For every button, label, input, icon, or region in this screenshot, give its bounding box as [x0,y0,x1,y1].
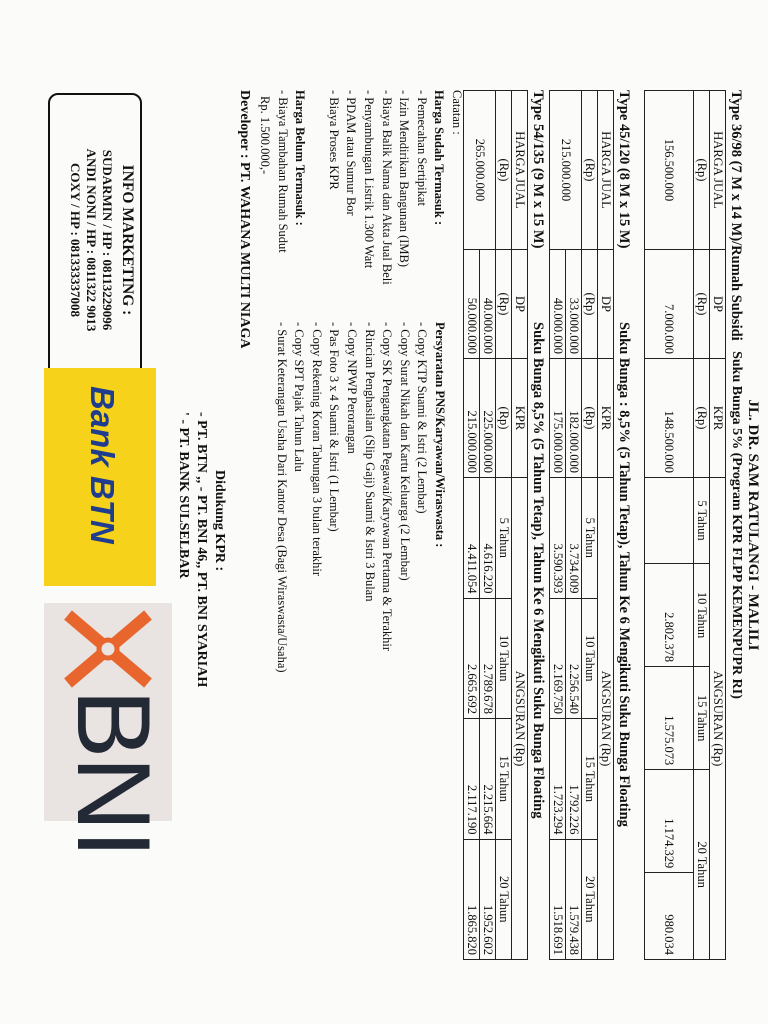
type1-price-table [644,90,726,960]
type3-20th: 1.865.820 [464,839,480,960]
btn-logo [44,368,156,586]
col-10th: 10 Tahun [496,598,512,719]
col-15th: 15 Tahun [496,719,512,840]
col-kpr: KPR [710,359,726,478]
catatan-label: Catatan : [450,90,464,135]
developer: Developer : PT. WAHANA MULTI NIAGA [237,90,253,349]
didukung-line1: - PT. BTN ,, - PT. BNI 46,, PT. BNI SYARIAH [194,412,209,688]
type2-dp: 33.000.000 [566,250,582,359]
belum-item: Rp. 1.500.000,- [258,96,273,175]
marketing-contact: SUDARMIN / HP : 08113229096 [100,149,115,331]
type2-price-table [549,90,614,960]
didukung-title: Didukung KPR : [212,470,227,572]
bni-logo [44,603,172,857]
syarat-item: - Surat Keterangan Usaha Dari Kantor Desa (Bagi Wiraswasta/Usaha) [274,322,289,673]
col-harga: HARGA JUAL [512,91,528,250]
type1-20th: 1.174.329 [645,770,694,873]
termasuk-title: Harga Sudah Termasuk : [432,90,447,226]
col-angsuran: ANGSURAN (Rp) [598,478,614,960]
unit-rp: (Rp) [496,250,512,359]
program-heading: Suku Bunga 5% (Program KPR FLPP KEMENPUPR RI) [729,351,744,699]
type3-bunga: Suku Bunga 8,5% (5 Tahun Tetap), Tahun Ke 6 Mengikuti Suku Bunga Floating [530,322,546,819]
notes-right [272,322,465,782]
col-20th: 20 Tahun [582,839,598,960]
syarat-item: - Copy KTP Suami & Istri (2 Lembar) [415,322,430,514]
address-heading: JL. DR. SAM RATULANGI - MALILI [745,399,761,651]
type1-dp: 7.000.000 [645,250,694,359]
marketing-box [48,93,142,387]
syarat-item: - Pas Foto 3 x 4 Suami & Istri (1 Lembar) [327,322,342,532]
marketing-contact: ANDI NONI / HP : 0811322 9013 [84,148,99,332]
type2-title: Type 45/120 (8 M x 15 M) [616,90,632,249]
unit-rp: (Rp) [496,359,512,478]
col-5th: 5 Tahun [496,478,512,599]
col-dp: DP [710,250,726,359]
col-harga: HARGA JUAL [710,91,726,250]
type3-title: Type 54/135 (9 M x 15 M) [530,90,546,249]
col-5th: 5 Tahun [694,478,710,564]
unit-rp: (Rp) [694,359,710,478]
termasuk-item: - Pemecahan Sertipikat [414,90,429,206]
type2-15th: 1.723.294 [550,719,566,840]
type3-20th: 1.952.602 [480,839,496,960]
termasuk-item: - Biaya Proses KPR [326,90,341,190]
syarat-item: - Copy Rekening Koran Tabungan 3 bulan terakhir [309,322,324,577]
type2-5th: 3.590.393 [550,478,566,599]
type3-15th: 2.215.664 [480,719,496,840]
type1-kpr: 148.500.000 [645,359,694,478]
type2-kpr: 175.000.000 [550,359,566,478]
marketing-title: INFO MARKETING : [119,164,136,316]
col-angsuran: ANGSURAN (Rp) [512,478,528,960]
type2-20th: 1.518.691 [550,839,566,960]
col-15th: 15 Tahun [582,719,598,840]
syarat-title: Persyaratan PNS/Karyawan/Wiraswasta : [433,322,447,548]
syarat-item: - Copy Surat Nikah dan Kartu Keluarga (2 Lembar) [397,322,412,581]
type1-20th-b: 980.034 [645,873,694,960]
col-20th: 20 Tahun [496,839,512,960]
col-15th: 15 Tahun [694,667,710,770]
col-harga: HARGA JUAL [598,91,614,250]
unit-rp: (Rp) [694,91,710,250]
type2-bunga: Suku Bunga : 8,5% (5 Tahun Tetap), Tahun Ke 6 Mengikuti Suku Bunga Floating [616,322,632,827]
type3-15th: 2.117.190 [464,719,480,840]
unit-rp: (Rp) [496,91,512,250]
type1-10th: 2.802.378 [645,564,694,667]
syarat-item: - Copy SK Pengangkatan Pegawai/Karyawan Pertama & Terakhir [380,322,395,652]
col-angsuran: ANGSURAN (Rp) [710,478,726,960]
col-5th: 5 Tahun [582,478,598,599]
col-20th: 20 Tahun [694,770,710,960]
termasuk-item: - PDAM atau Sumur Bor [344,90,359,216]
type3-kpr: 215.000.000 [464,359,480,478]
type1-15th: 1.575.073 [645,667,694,770]
type1-5th [645,478,694,564]
type2-5th: 3.734.009 [566,478,582,599]
type2-dp: 40.000.000 [550,250,566,359]
col-10th: 10 Tahun [694,564,710,667]
unit-rp: (Rp) [694,250,710,359]
type2-harga: 215.000.000 [550,91,582,250]
belum-title: Harga Belum Termasuk : [293,90,308,226]
type2-15th: 1.792.226 [566,719,582,840]
unit-rp: (Rp) [582,250,598,359]
type1-title: Type 36/98 (7 M x 14 M)/Rumah Subsidi [728,90,744,341]
type2-20th: 1.579.438 [566,839,582,960]
syarat-item: - Rincian Penghasilan (Slip Gaji) Suami & Istri 3 Bulan [362,322,377,602]
termasuk-item: - Biaya Balik Nama dan Akta Jual Beli [379,90,394,285]
col-dp: DP [512,250,528,359]
bni-mark-icon [58,609,158,689]
unit-rp: (Rp) [582,91,598,250]
syarat-item: - Copy NPWP Perorangan [345,322,360,454]
type2-kpr: 182.000.000 [566,359,582,478]
col-kpr: KPR [512,359,528,478]
type2-10th: 2.256.540 [566,598,582,719]
type3-10th: 2.789.678 [480,598,496,719]
type3-dp: 50.000.000 [464,250,480,359]
syarat-item: - Copy SPT Pajak Tahun Lalu [292,322,307,472]
col-kpr: KPR [598,359,614,478]
type3-kpr: 225.000.000 [480,359,496,478]
didukung-line2: ' - PT. BANK SULSELBAR [176,412,191,579]
type2-10th: 2.169.750 [550,598,566,719]
termasuk-item: - Izin Mendirikan Bangunan (IMB) [397,90,412,268]
belum-item: - Biaya Tambahan Rumah Sudut [275,90,290,253]
type3-price-table [463,90,528,960]
termasuk-item: - Penyambungan Listrik 1.300 Watt [362,90,377,269]
type3-dp: 40.000.000 [480,250,496,359]
unit-rp: (Rp) [582,359,598,478]
type1-harga: 156.500.000 [645,91,694,250]
type3-5th: 4.411.054 [464,478,480,599]
col-10th: 10 Tahun [582,598,598,719]
btn-logo-text: Bank BTN [84,386,121,544]
marketing-contact: COXY / HP : 081333337008 [68,162,83,318]
type3-harga: 265.000.000 [464,91,496,250]
bni-logo-text: BNI [55,689,171,857]
type3-10th: 2.665.692 [464,598,480,719]
col-dp: DP [598,250,614,359]
type3-5th: 4.616.220 [480,478,496,599]
